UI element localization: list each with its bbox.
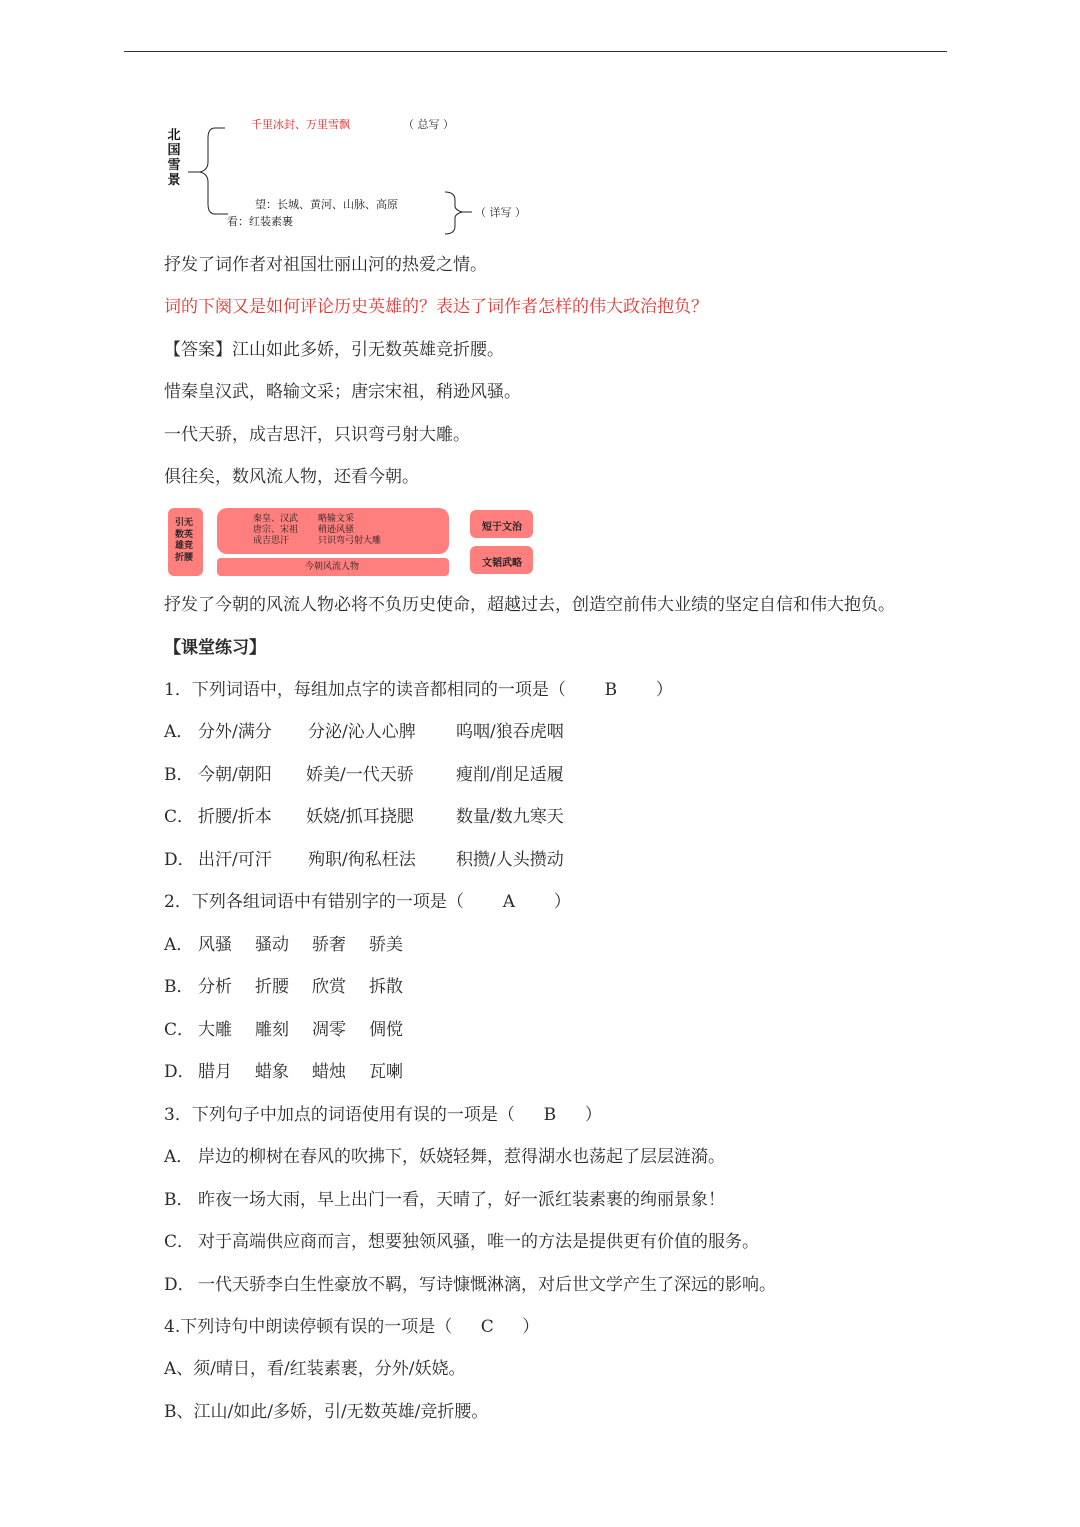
left-label-line: 引无 (175, 518, 194, 528)
header-rule (124, 51, 947, 52)
option-text: 须/晴日，看/红装素裹，分外/妖娆。 (193, 1359, 466, 1379)
option-item: 倜傥 (369, 1020, 403, 1040)
option-text: 昨夜一场大雨，早上出门一看，天晴了，好一派红装素裹的绚丽景象！ (198, 1190, 725, 1210)
answer-text: 江山如此多娇，引无数英雄竞折腰。 (232, 340, 504, 360)
option-item: 蜡烛 (312, 1062, 346, 1082)
option-label: B． (164, 1190, 194, 1210)
q4-option-b (164, 1401, 488, 1423)
option-item: 折腰/折本 (198, 807, 272, 827)
q2-option-a (164, 934, 403, 956)
option-label: D． (164, 1062, 195, 1082)
center-col1-line: 成吉思汗 (253, 536, 290, 546)
answer-line-1 (164, 339, 504, 361)
option-item: 瘦削/削足适履 (456, 765, 564, 785)
option-item: 呜咽/狼吞虎咽 (456, 722, 564, 742)
question-3-stem (164, 1104, 602, 1126)
heroes-center-col2 (318, 514, 381, 547)
heroes-right-bottom-text: 文韬武略 (482, 558, 522, 569)
option-text: 一代天骄李白生性豪放不羁，写诗慷慨淋漓，对后世文学产生了深远的影响。 (198, 1275, 776, 1295)
diagram-top-note: （ 总写 ） (403, 118, 454, 131)
paragraph-2: 抒发了今朝的风流人物必将不负历史使命，超越过去，创造空前伟大业绩的坚定自信和伟大抱负。 (164, 595, 895, 615)
answer-line-3: 一代天骄，成吉思汗，只识弯弓射大雕。 (164, 425, 470, 445)
question-red: 词的下阕又是如何评论历史英雄的？表达了词作者怎样的伟大政治抱负？ (164, 297, 708, 317)
q4-option-a (164, 1358, 465, 1380)
q2-option-c (164, 1019, 403, 1041)
q2-close: ） (553, 892, 571, 912)
q3-option-a (164, 1146, 725, 1168)
option-label: A． (164, 1147, 194, 1167)
q3-stem-text: 3．下列句子中加点的词语使用有误的一项是（ (164, 1105, 515, 1125)
center-col2-line: 只识弯弓射大雕 (318, 536, 382, 546)
answer-line-4: 俱往矣，数风流人物，还看今朝。 (164, 467, 419, 487)
center-col1-line: 唐宗、宋祖 (253, 525, 299, 535)
q3-option-b (164, 1189, 725, 1211)
option-label: B、 (164, 1402, 194, 1422)
q1-option-b (164, 764, 564, 786)
diagram-vertical-title (166, 128, 182, 188)
q3-answer: B (543, 1105, 557, 1125)
option-label: B． (164, 765, 194, 785)
option-item: 大雕 (198, 1020, 232, 1040)
q1-answer: B (604, 680, 618, 700)
left-label-line: 数英 (175, 529, 194, 540)
option-label: D． (164, 850, 195, 870)
option-label: A． (164, 722, 194, 742)
center-col2-line: 略输文采 (318, 514, 355, 524)
q2-option-b (164, 976, 403, 998)
option-item: 积攒/人头攒动 (456, 850, 564, 870)
option-text: 岸边的柳树在春风的吹拂下，妖娆轻舞，惹得湖水也荡起了层层涟漪。 (198, 1147, 725, 1167)
vertical-char: 北 (167, 128, 181, 143)
option-item: 风骚 (198, 935, 232, 955)
option-item: 瓦喇 (369, 1062, 403, 1082)
q1-close: ） (655, 680, 673, 700)
option-label: B． (164, 977, 194, 997)
option-item: 蜡象 (255, 1062, 289, 1082)
center-col1-line: 秦皇、汉武 (253, 514, 299, 524)
option-item: 殉职/徇私枉法 (308, 850, 416, 870)
option-item: 分析 (198, 977, 232, 997)
heroes-right-top-text: 短于文治 (482, 522, 522, 533)
section-title: 【课堂练习】 (164, 638, 266, 658)
option-item: 娇美/一代天骄 (306, 765, 414, 785)
option-item: 分泌/沁人心脾 (308, 722, 416, 742)
option-label: A． (164, 935, 194, 955)
q3-option-d (164, 1274, 776, 1296)
answer-line-2: 惜秦皇汉武，略输文采；唐宗宋祖，稍逊风骚。 (164, 382, 521, 402)
left-label-line: 雄竞 (175, 541, 194, 551)
q1-option-d (164, 849, 564, 871)
option-item: 折腰 (255, 977, 289, 997)
vertical-char: 景 (167, 173, 181, 188)
q3-option-c (164, 1231, 759, 1253)
q1-option-a (164, 721, 564, 743)
diagram-bottom-note: （ 详写 ） (475, 206, 526, 219)
option-item: 数量/数九寒天 (456, 807, 564, 827)
q2-stem-text: 2．下列各组词语中有错别字的一项是（ (164, 892, 464, 912)
option-label: C． (164, 807, 195, 827)
option-label: A、 (164, 1359, 194, 1379)
question-2-stem (164, 891, 571, 913)
option-item: 雕刻 (255, 1020, 289, 1040)
option-item: 骚动 (255, 935, 289, 955)
q2-option-d (164, 1061, 403, 1083)
paragraph-1: 抒发了词作者对祖国壮丽山河的热爱之情。 (164, 255, 487, 275)
option-item: 出汗/可汗 (198, 850, 272, 870)
heroes-left-label (175, 518, 193, 564)
option-item: 骄奢 (312, 935, 346, 955)
option-item: 腊月 (198, 1062, 232, 1082)
question-4-stem (164, 1316, 539, 1338)
option-label: C． (164, 1232, 195, 1252)
vertical-char: 国 (167, 143, 181, 158)
diagram-bottom-line1: 望：长城、黄河、山脉、高原 (255, 198, 398, 211)
option-item: 拆散 (369, 977, 403, 997)
q3-close: ） (584, 1105, 602, 1125)
diagram-bottom-line2: 看：红装素裹 (227, 215, 293, 228)
option-label: D． (164, 1275, 195, 1295)
answer-label: 【答案】 (164, 340, 232, 360)
q4-close: ） (522, 1317, 540, 1337)
option-item: 分外/满分 (198, 722, 272, 742)
option-item: 欣赏 (312, 977, 346, 997)
option-label: C． (164, 1020, 195, 1040)
option-item: 凋零 (312, 1020, 346, 1040)
question-1-stem (164, 679, 673, 701)
vertical-char: 雪 (167, 158, 181, 173)
q1-option-c (164, 806, 564, 828)
option-item: 妖娆/抓耳挠腮 (306, 807, 414, 827)
left-label-line: 折腰 (175, 552, 194, 563)
q4-answer: C (480, 1317, 494, 1337)
option-item: 骄美 (369, 935, 403, 955)
q2-answer: A (502, 892, 515, 912)
snow-scene-diagram (160, 110, 560, 240)
q4-stem-text: 4.下列诗句中朗读停顿有误的一项是（ (164, 1317, 453, 1337)
option-text: 对于高端供应商而言，想要独领风骚，唯一的方法是提供更有价值的服务。 (198, 1232, 759, 1252)
heroes-bottom-text: 今朝风流人物 (305, 562, 360, 572)
heroes-center-col1 (253, 514, 298, 547)
option-item: 今朝/朝阳 (198, 765, 272, 785)
q1-stem-text: 1．下列词语中，每组加点字的读音都相同的一项是（ (164, 680, 566, 700)
option-text: 江山/如此/多娇，引/无数英雄/竞折腰。 (193, 1402, 489, 1422)
diagram-top-line: 千里冰封、万里雪飘 (251, 118, 350, 131)
center-col2-line: 稍逊风骚 (318, 525, 355, 535)
